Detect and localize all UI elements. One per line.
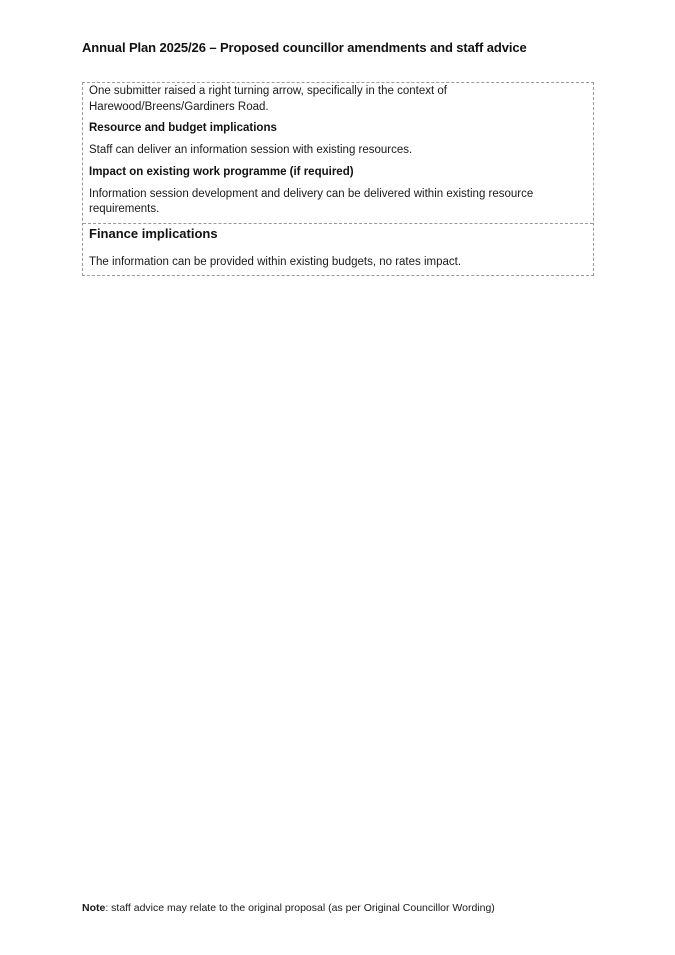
work-programme-line-1: Information session development and delivery can be delivered within existing resource: [89, 187, 534, 200]
finance-text: The information can be provided within existing budgets, no rates impact.: [89, 255, 462, 268]
work-programme-heading: Impact on existing work programme (if required): [89, 165, 354, 178]
work-programme-line-2: requirements.: [89, 203, 160, 215]
resource-budget-heading: Resource and budget implications: [89, 122, 277, 134]
work-programme-text: [89, 187, 587, 218]
footer-note-text: : staff advice may relate to the original proposal (as per Original Councillor Wording): [105, 902, 495, 914]
intro-line-2: Harewood/Breens/Gardiners Road.: [89, 100, 269, 113]
page-title: Annual Plan 2025/26 – Proposed councillor amendments and staff advice: [82, 40, 527, 55]
intro-line-1: One submitter raised a right turning arrow, specifically in the context of: [89, 85, 447, 97]
footer-note-label: Note: [82, 902, 106, 914]
advice-cell: [83, 83, 593, 223]
footer-note: [82, 902, 495, 914]
intro-text: [89, 84, 587, 115]
finance-heading: Finance implications: [89, 225, 218, 241]
finance-cell: [83, 223, 593, 276]
resource-budget-text: Staff can deliver an information session with existing resources.: [89, 144, 413, 156]
staff-advice-table: [82, 82, 594, 276]
